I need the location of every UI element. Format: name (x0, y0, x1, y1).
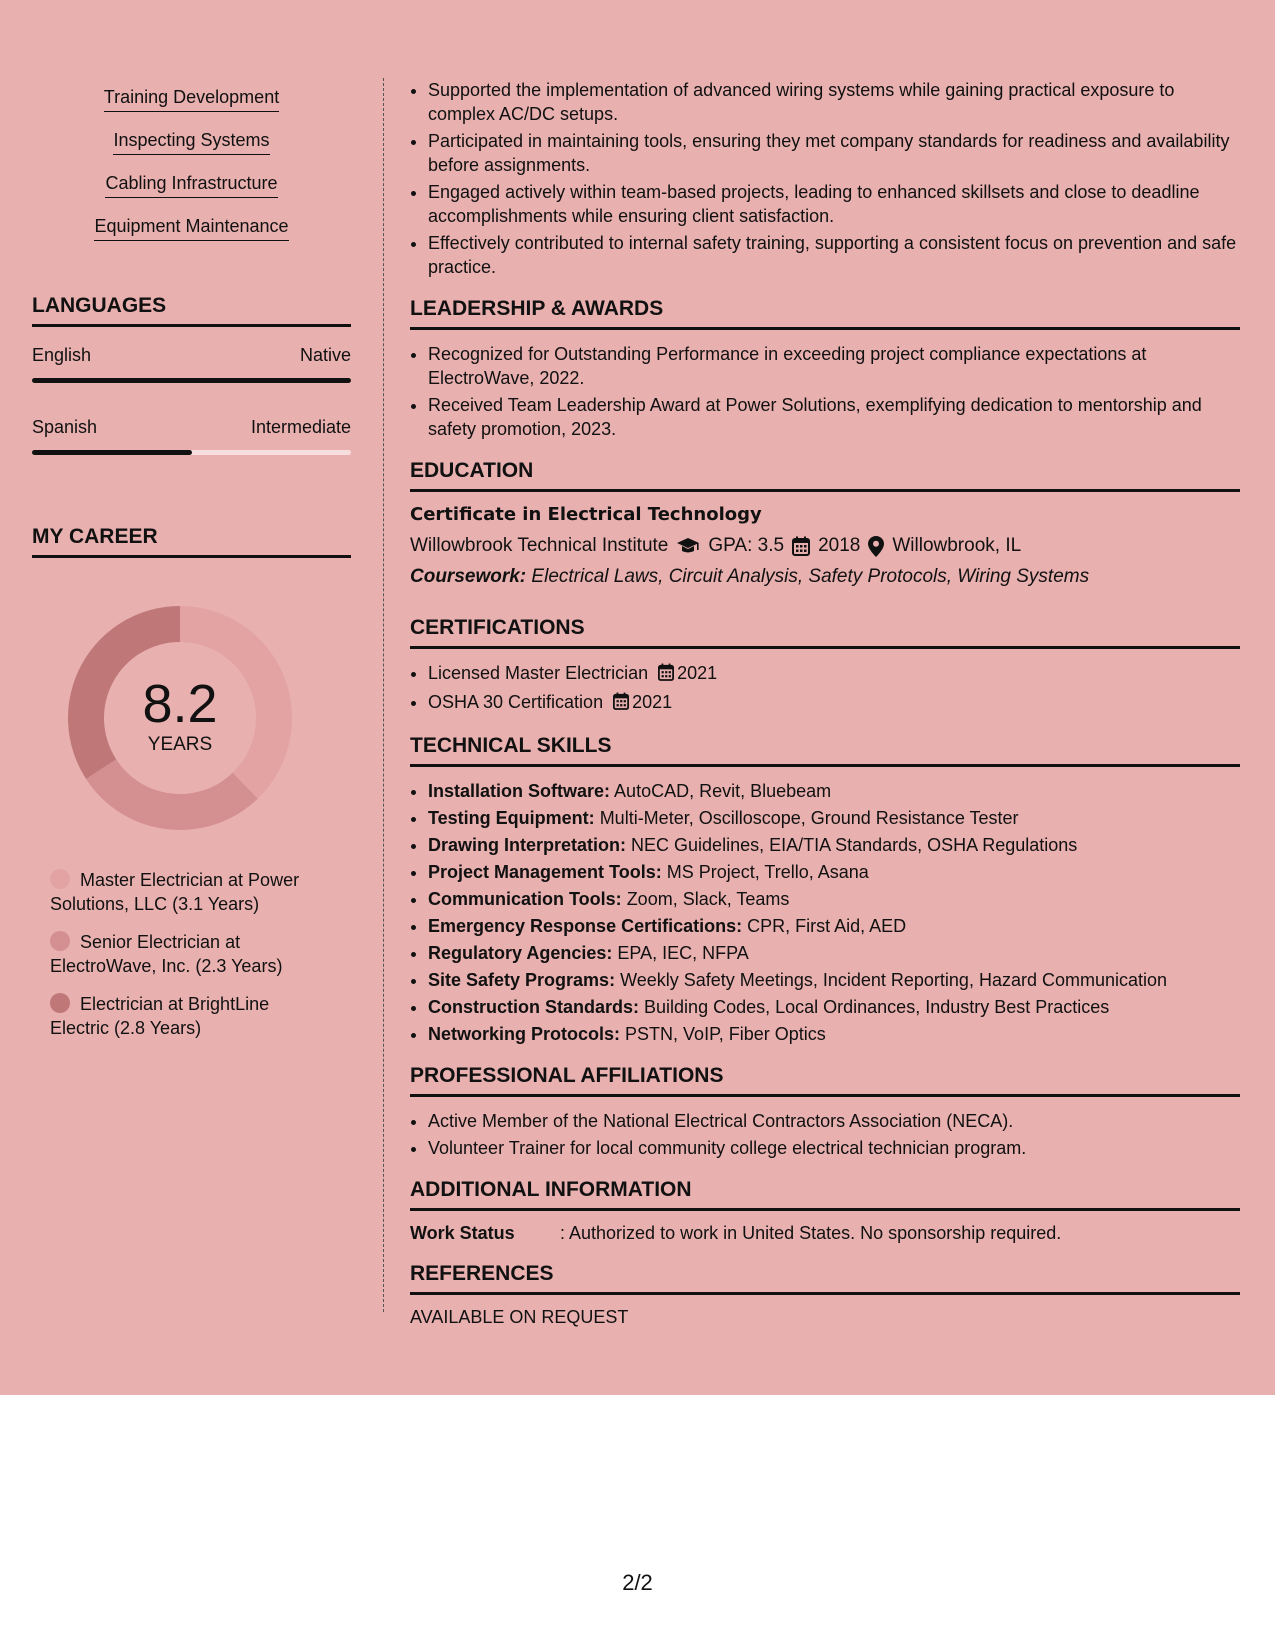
career-heading: MY CAREER (32, 525, 351, 558)
experience-bullet: • Effectively contributed to internal safety training, supporting a consistent focus on prevention and safe practice. (428, 231, 1240, 279)
experience-bullet: • Supported the implementation of advanced wiring systems while gaining practical exposure to complex AC/DC setups. (428, 78, 1240, 126)
technical-skill-value: Zoom, Slack, Teams (626, 889, 790, 909)
affiliations-list (410, 1109, 1240, 1160)
skill-link: Equipment Maintenance (94, 215, 288, 241)
skill-links (32, 86, 351, 258)
column-divider (383, 78, 384, 1312)
skill-link: Cabling Infrastructure (105, 172, 277, 198)
legend-label: Electrician at BrightLine Electric (2.8 Years) (50, 994, 270, 1038)
references-text: AVAILABLE ON REQUEST (410, 1307, 629, 1327)
certification-name: OSHA 30 Certification (428, 692, 604, 712)
location-pin-icon (868, 536, 884, 557)
sidebar (32, 78, 351, 1054)
experience-bullet: • Engaged actively within team-based projects, leading to enhanced skillsets and close to deadline accomplishments while ensuring client satisfaction. (428, 180, 1240, 228)
language-name: Spanish (32, 417, 98, 437)
coursework-text: Electrical Laws, Circuit Analysis, Safety Protocols, Wiring Systems (531, 566, 1090, 587)
technical-skill-label: Regulatory Agencies: (428, 943, 613, 963)
certifications-heading: CERTIFICATIONS (410, 616, 1240, 649)
legend-label: Master Electrician at Power Solutions, LLC (3.1 Years) (50, 870, 300, 914)
education-details (410, 533, 1240, 559)
languages-heading: LANGUAGES (32, 294, 351, 327)
education-coursework (410, 564, 1240, 590)
technical-skill-value: EPA, IEC, NFPA (617, 943, 749, 963)
technical-skill-label: Site Safety Programs: (428, 970, 616, 990)
technical-skill-value: Building Codes, Local Ordinances, Industry Best Practices (644, 997, 1110, 1017)
additional-heading: ADDITIONAL INFORMATION (410, 1178, 1240, 1211)
technical-skill-label: Installation Software: (428, 781, 611, 801)
career-donut-chart (60, 598, 300, 838)
technical-skill-item (428, 1022, 1240, 1046)
affiliations-heading: PROFESSIONAL AFFILIATIONS (410, 1064, 1240, 1097)
education-degree: Certificate in Electrical Technology (410, 504, 762, 525)
skill-link-row (32, 129, 351, 172)
certification-name: Licensed Master Electrician (428, 663, 649, 683)
certification-item (428, 690, 1240, 716)
skill-link: Inspecting Systems (113, 129, 269, 155)
skill-link-row (32, 172, 351, 215)
experience-bullet: • Participated in maintaining tools, ensuring they met company standards for readiness and availability before assignments. (428, 129, 1240, 177)
leadership-heading: LEADERSHIP & AWARDS (410, 297, 1240, 330)
page-number: 2/2 (622, 1570, 653, 1595)
certifications-list (410, 661, 1240, 716)
language-level: Intermediate (250, 417, 351, 437)
education-gpa: GPA: 3.5 (708, 535, 785, 556)
technical-skills-list (410, 779, 1240, 1046)
work-status-value: : Authorized to work in United States. No sponsorship required. (560, 1223, 1062, 1243)
career-unit: YEARS (147, 734, 213, 755)
language-name: English (32, 345, 92, 365)
calendar-icon (613, 692, 629, 716)
technical-skill-value: NEC Guidelines, EIA/TIA Standards, OSHA Regulations (631, 835, 1078, 855)
technical-skill-item (428, 833, 1240, 857)
technical-skill-value: CPR, First Aid, AED (747, 916, 907, 936)
affiliation-item: • Active Member of the National Electrical Contractors Association (NECA). (428, 1109, 1240, 1133)
education-year: 2018 (818, 535, 861, 556)
technical-skill-label: Networking Protocols: (428, 1024, 621, 1044)
technical-skill-label: Emergency Response Certifications: (428, 916, 743, 936)
leadership-bullets (410, 342, 1240, 441)
education-heading: EDUCATION (410, 459, 1240, 492)
legend-swatch (50, 869, 70, 889)
language-proficiency-bar (32, 378, 351, 383)
references-heading: REFERENCES (410, 1262, 1240, 1295)
languages-list (32, 345, 351, 455)
technical-skill-item (428, 968, 1240, 992)
career-legend-item (50, 868, 330, 916)
work-status-label: Work Status (410, 1223, 515, 1243)
technical-skill-label: Communication Tools: (428, 889, 622, 909)
career-legend (50, 868, 330, 1040)
language-proficiency-bar (32, 450, 351, 455)
technical-skill-label: Drawing Interpretation: (428, 835, 627, 855)
legend-label: Senior Electrician at ElectroWave, Inc. (2.3 Years) (50, 932, 283, 976)
calendar-icon (658, 663, 674, 687)
career-total: 8.2 (142, 674, 218, 734)
donut-center (60, 598, 300, 838)
language-level: Native (299, 345, 351, 365)
affiliation-item: • Volunteer Trainer for local community college electrical technician program. (428, 1136, 1240, 1160)
technical-skill-item (428, 995, 1240, 1019)
technical-skill-item (428, 941, 1240, 965)
certification-year: 2021 (632, 692, 673, 712)
career-legend-item (50, 930, 330, 978)
calendar-icon (792, 536, 810, 556)
skill-link-row (32, 86, 351, 129)
skill-link-row (32, 215, 351, 258)
certification-item (428, 661, 1240, 687)
technical-skill-item (428, 779, 1240, 803)
technical-skill-value: MS Project, Trello, Asana (666, 862, 869, 882)
education-school: Willowbrook Technical Institute (410, 535, 669, 556)
technical-skill-value: AutoCAD, Revit, Bluebeam (614, 781, 832, 801)
technical-heading: TECHNICAL SKILLS (410, 734, 1240, 767)
technical-skill-label: Construction Standards: (428, 997, 640, 1017)
language-row (32, 345, 351, 366)
language-proficiency-fill (32, 450, 192, 455)
technical-skill-item (428, 860, 1240, 884)
certification-year: 2021 (677, 663, 718, 683)
coursework-label: Coursework: (410, 566, 527, 587)
technical-skill-value: Weekly Safety Meetings, Incident Reporting, Hazard Communication (620, 970, 1168, 990)
technical-skill-value: PSTN, VoIP, Fiber Optics (625, 1024, 826, 1044)
experience-bullets (410, 78, 1240, 279)
education-location: Willowbrook, IL (892, 535, 1022, 556)
language-proficiency-fill (32, 378, 351, 383)
technical-skill-item (428, 914, 1240, 938)
legend-swatch (50, 993, 70, 1013)
leadership-bullet: • Recognized for Outstanding Performance in exceeding project compliance expectations at ElectroWave, 2022. (428, 342, 1240, 390)
main-content (410, 78, 1240, 1328)
work-status-row (410, 1223, 1240, 1244)
leadership-bullet: • Received Team Leadership Award at Power Solutions, exemplifying dedication to mentorship and safety promotion, 2023. (428, 393, 1240, 441)
legend-swatch (50, 931, 70, 951)
language-row (32, 417, 351, 438)
technical-skill-item (428, 887, 1240, 911)
career-legend-item (50, 992, 330, 1040)
graduation-cap-icon (676, 537, 700, 555)
skill-link: Training Development (104, 86, 279, 112)
technical-skill-value: Multi-Meter, Oscilloscope, Ground Resistance Tester (599, 808, 1019, 828)
technical-skill-label: Testing Equipment: (428, 808, 595, 828)
technical-skill-label: Project Management Tools: (428, 862, 662, 882)
technical-skill-item (428, 806, 1240, 830)
